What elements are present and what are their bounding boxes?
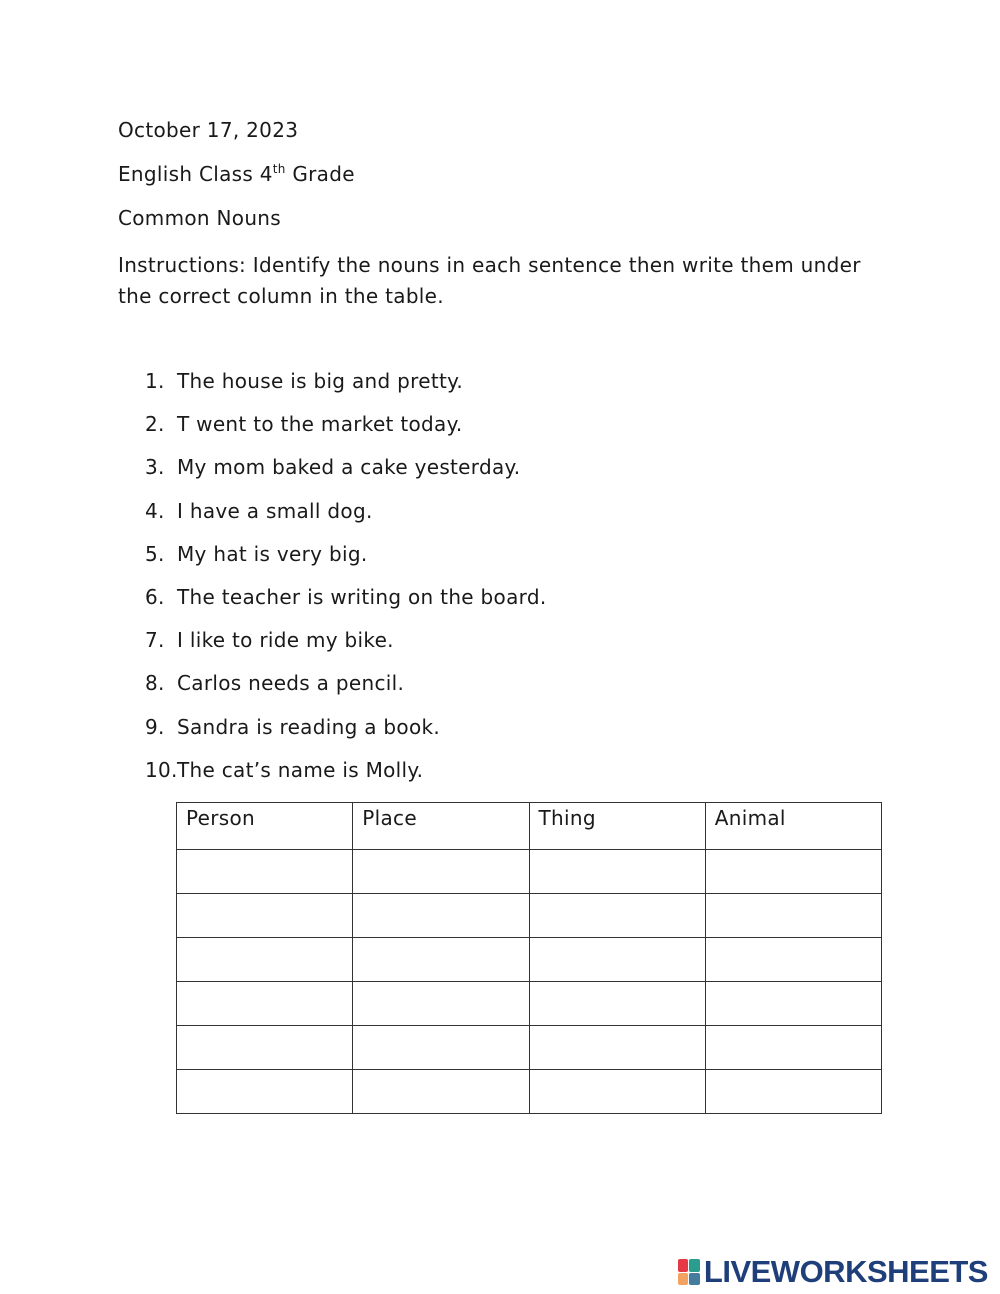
answer-cell-thing[interactable]	[529, 1070, 705, 1114]
noun-classification-table	[176, 802, 882, 1114]
column-header-place: Place	[353, 803, 529, 850]
table-row	[177, 982, 882, 1026]
answer-cell-place[interactable]	[353, 938, 529, 982]
answer-cell-animal[interactable]	[705, 1070, 881, 1114]
answer-cell-place[interactable]	[353, 1070, 529, 1114]
item-number: 5.	[145, 541, 165, 566]
item-number: 2.	[145, 412, 165, 437]
sentence-text: The house is big and pretty.	[177, 369, 464, 393]
sentence-text: I like to ride my bike.	[177, 628, 394, 653]
answer-cell-thing[interactable]	[529, 1026, 705, 1070]
table-row	[177, 1070, 882, 1114]
answer-cell-place[interactable]	[353, 982, 529, 1026]
list-item	[145, 542, 546, 585]
table-row	[177, 850, 882, 894]
item-number: 3.	[145, 455, 165, 480]
worksheet-date: October 17, 2023	[118, 118, 299, 142]
answer-cell-animal[interactable]	[705, 850, 881, 894]
item-number: 6.	[145, 584, 165, 609]
answer-cell-animal[interactable]	[705, 894, 881, 938]
logo-square	[689, 1259, 700, 1272]
sentence-text: My hat is very big.	[177, 541, 368, 566]
table-header-row	[177, 803, 882, 850]
list-item	[145, 671, 546, 714]
sentence-text: T went to the market today.	[177, 412, 463, 437]
answer-cell-animal[interactable]	[705, 1026, 881, 1070]
list-item	[145, 369, 546, 412]
sentence-text: I have a small dog.	[177, 498, 373, 523]
answer-cell-person[interactable]	[177, 1026, 353, 1070]
table-row	[177, 938, 882, 982]
answer-cell-person[interactable]	[177, 938, 353, 982]
table-row	[177, 1026, 882, 1070]
list-item	[145, 412, 546, 455]
answer-cell-person[interactable]	[177, 1070, 353, 1114]
brand-name: LIVEWORKSHEETS	[703, 1254, 988, 1289]
sentence-list	[145, 369, 546, 801]
answer-cell-animal[interactable]	[705, 938, 881, 982]
item-number: 8.	[145, 671, 165, 696]
class-title-suffix: Grade	[285, 162, 355, 186]
list-item	[145, 455, 546, 498]
answer-cell-thing[interactable]	[529, 894, 705, 938]
answer-cell-animal[interactable]	[705, 982, 881, 1026]
answer-cell-person[interactable]	[177, 894, 353, 938]
item-number: 4.	[145, 498, 165, 523]
list-item	[145, 758, 546, 801]
table-row	[177, 894, 882, 938]
answer-cell-place[interactable]	[353, 850, 529, 894]
logo-square	[678, 1259, 689, 1272]
answer-cell-person[interactable]	[177, 982, 353, 1026]
sentence-text: The cat’s name is Molly.	[177, 757, 424, 782]
list-item	[145, 499, 546, 542]
answer-cell-place[interactable]	[353, 1026, 529, 1070]
sentence-text: My mom baked a cake yesterday.	[177, 455, 521, 480]
sentence-text: The teacher is writing on the board.	[177, 584, 547, 609]
class-title-superscript: th	[272, 162, 286, 176]
logo-square	[689, 1273, 700, 1286]
answer-cell-place[interactable]	[353, 894, 529, 938]
list-item	[145, 715, 546, 758]
logo-square	[678, 1273, 689, 1286]
item-number: 1.	[145, 369, 165, 393]
liveworksheets-logo-icon	[678, 1259, 700, 1285]
answer-cell-person[interactable]	[177, 850, 353, 894]
sentence-text: Carlos needs a pencil.	[177, 671, 405, 696]
item-number: 7.	[145, 628, 165, 653]
answer-cell-thing[interactable]	[529, 850, 705, 894]
column-header-animal: Animal	[705, 803, 881, 850]
column-header-person: Person	[177, 803, 353, 850]
column-header-thing: Thing	[529, 803, 705, 850]
list-item	[145, 585, 546, 628]
liveworksheets-brand	[678, 1254, 988, 1290]
list-item	[145, 628, 546, 671]
class-title	[118, 162, 355, 186]
item-number: 10.	[145, 757, 178, 782]
sentence-text: Sandra is reading a book.	[177, 714, 441, 739]
worksheet-topic: Common Nouns	[118, 206, 282, 230]
answer-cell-thing[interactable]	[529, 938, 705, 982]
instructions-text: Instructions: Identify the nouns in each sentence then write them under the correct column in the table.	[118, 253, 861, 308]
answer-cell-thing[interactable]	[529, 982, 705, 1026]
item-number: 9.	[145, 714, 165, 739]
class-title-prefix: English Class 4	[118, 162, 273, 186]
